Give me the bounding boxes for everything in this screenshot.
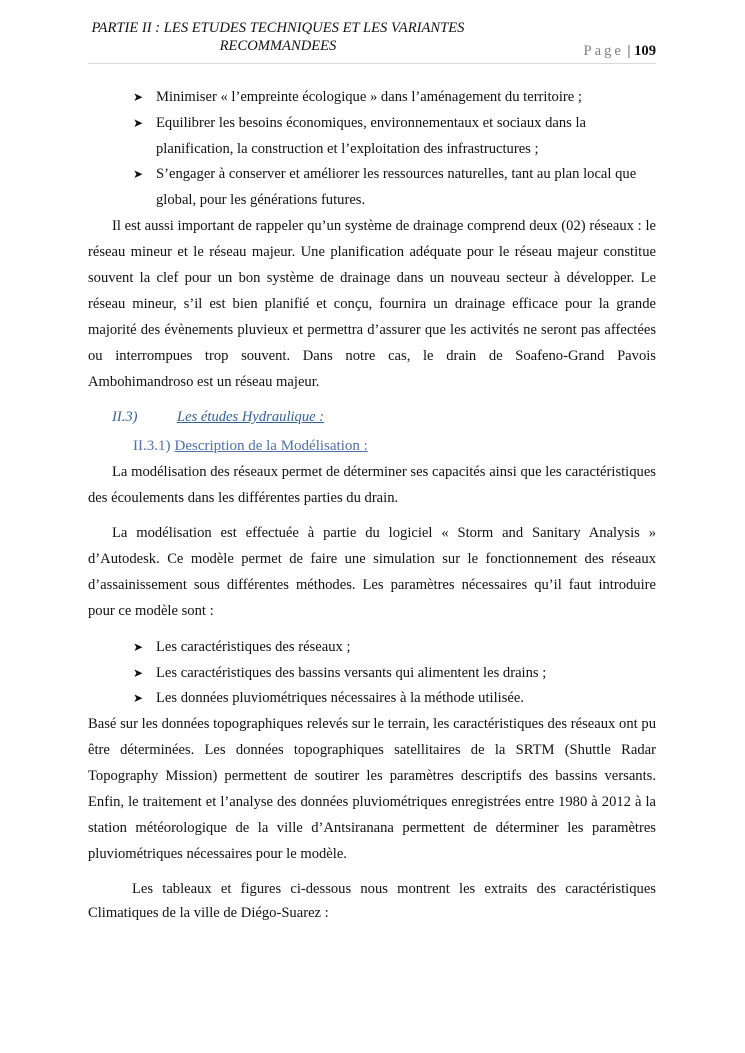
list-item: ➤ S’engager à conserver et améliorer les ressources naturelles, tant au plan local que global, pour les générations futures. [133, 161, 656, 213]
page-number: Page | 109 [583, 43, 656, 59]
paragraph: Il est aussi important de rappeler qu’un système de drainage comprend deux (02) réseaux : le réseau mineur et le réseau majeur. Une planification adéquate pour le réseau majeur constitue souvent la clef pour un bon système de drainage dans un nouveau secteur à développer. Le réseau mineur, s’il est bien planifié et conçu, fournira un drainage efficace pour la grande majorité des évènements pluvieux et permettra d’assurer que les activités ne seront pas affectées ou interrompues trop souvent. Dans notre cas, le drain de Soafeno-Grand Pavois Ambohimandroso est un réseau majeur. [88, 218, 656, 390]
arrow-bullet-icon: ➤ [133, 90, 144, 104]
page-label: Page [583, 43, 624, 59]
running-header-title [58, 19, 498, 55]
list-item: ➤ Equilibrer les besoins économiques, environnementaux et sociaux dans la planification, la construction et l’exploitation des infrastructures ; [133, 110, 656, 162]
list-item: ➤ Les données pluviométriques nécessaires à la méthode utilisée. [133, 685, 656, 711]
header-rule [88, 63, 656, 64]
arrow-bullet-icon: ➤ [133, 167, 144, 181]
list-item: ➤ Les caractéristiques des réseaux ; [133, 634, 656, 660]
section-heading: II.3) Les études Hydraulique : [112, 409, 325, 425]
page-number-value: 109 [634, 43, 656, 59]
arrow-bullet-icon: ➤ [133, 116, 144, 130]
paragraph: La modélisation est effectuée à partie du logiciel « Storm and Sanitary Analysis » d’Autodesk. Ce modèle permet de faire une simulation sur le fonctionnement des réseaux d’assainissement sous différentes méthodes. Les paramètres nécessaires qu’il faut introduire pour ce modèle sont : [88, 525, 656, 619]
paragraph: Basé sur les données topographiques relevés sur le terrain, les caractéristiques des réseaux ont pu être déterminées. Les données topographiques satellitaires de la SRTM (Shuttle Radar Topography Mission) permettent de soutirer les paramètres descriptifs des bassins versants. Enfin, le traitement et l’analyse des données pluviométriques enregistrées entre 1980 à 2012 à la station météorologique de la ville d’Antsiranana permettent de déterminer les paramètres pluviométriques nécessaires pour le modèle. [88, 716, 656, 862]
arrow-bullet-icon: ➤ [133, 691, 144, 705]
paragraph: Les tableaux et figures ci-dessous nous montrent les extraits des caractéristiques Climatiques de la ville de Diégo-Suarez : [88, 881, 656, 921]
paragraph: La modélisation des réseaux permet de déterminer ses capacités ainsi que les caractéristiques des écoulements dans les différentes parties du drain. [88, 464, 656, 506]
subsection-heading: II.3.1) Description de la Modélisation : [133, 438, 368, 454]
arrow-bullet-icon: ➤ [133, 640, 144, 654]
list-item: ➤ Minimiser « l’empreinte écologique » dans l’aménagement du territoire ; [133, 84, 656, 110]
header-title-line2: RECOMMANDEES [219, 38, 337, 54]
list-item: ➤ Les caractéristiques des bassins versants qui alimentent les drains ; [133, 660, 656, 686]
arrow-bullet-icon: ➤ [133, 666, 144, 680]
header-title-line1: PARTIE II : LES ETUDES TECHNIQUES ET LES VARIANTES [91, 20, 465, 36]
